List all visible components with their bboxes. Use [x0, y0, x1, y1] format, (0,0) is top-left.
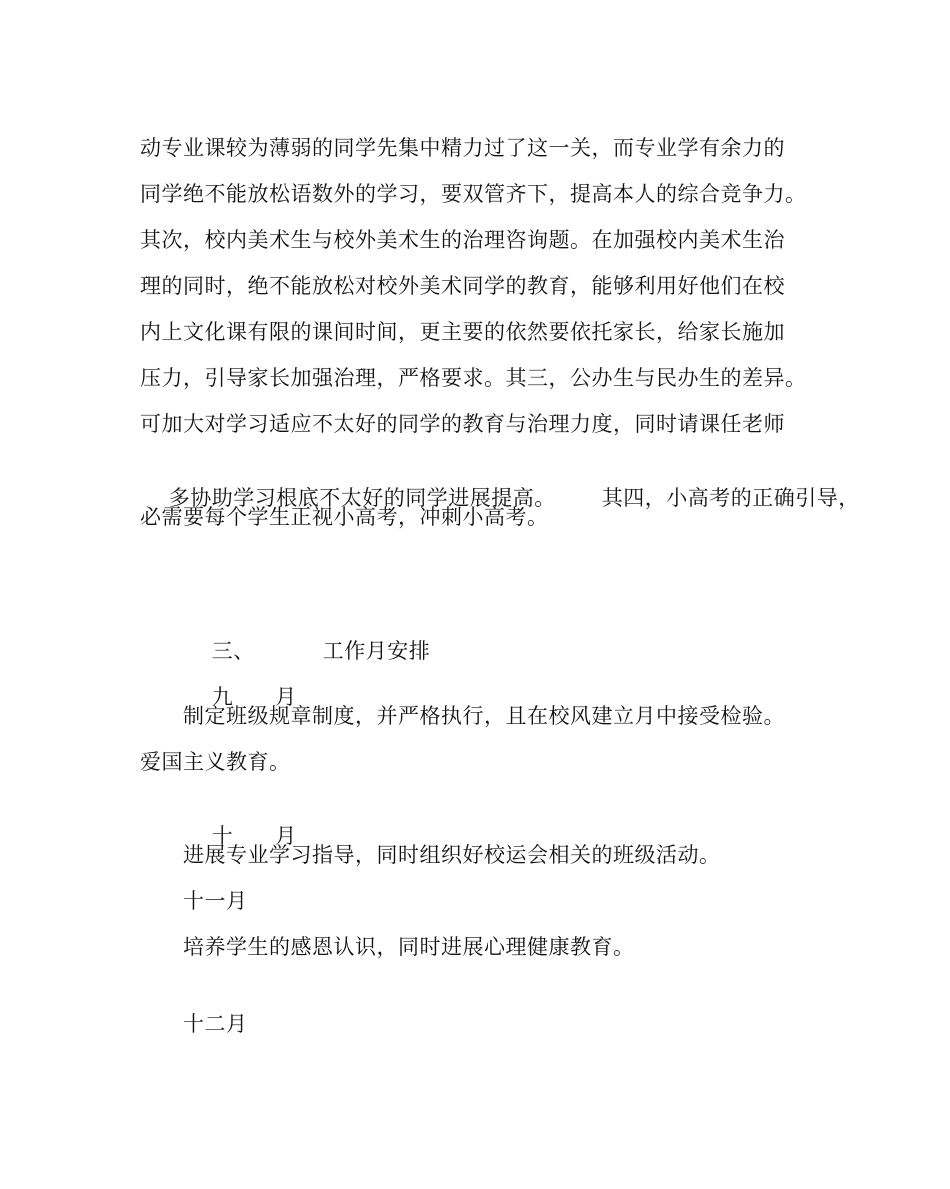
- month-november: 十一月: [183, 889, 248, 913]
- body-line-6: 压力，引导家长加强治理，严格要求。其三，公办生与民办生的差异。: [140, 366, 807, 390]
- september-line-2: 爱国主义教育。: [140, 750, 291, 774]
- body-line-5: 内上文化课有限的课间时间，更主要的依然要依托家长，给家长施加: [140, 320, 785, 344]
- body-line-1: 动专业课较为薄弱的同学先集中精力过了这一关，而专业学有余力的: [140, 136, 785, 160]
- month-char: 月: [275, 824, 297, 848]
- body-line-3: 其次，校内美术生与校外美术生的治理咨询题。在加强校内美术生治: [140, 228, 785, 252]
- body-line-9: 必需要每个学生正视小高考，冲刺小高考。: [140, 505, 549, 529]
- section-number: 三、: [211, 639, 255, 663]
- body-line-7: 可加大对学习适应不太好的同学的教育与治理力度，同时请课任老师: [140, 412, 785, 436]
- month-char: 十: [211, 824, 234, 848]
- section-title: 工作月安排: [322, 639, 431, 663]
- body-line-2: 同学绝不能放松语数外的学习，要双管齐下，提高本人的综合竞争力。: [140, 182, 807, 206]
- october-line-1: 进展专业学习指导，同时组织好校运会相关的班级活动。: [183, 843, 721, 867]
- body-line-4: 理的同时，绝不能放松对校外美术同学的教育，能够利用好他们在校: [140, 274, 785, 298]
- body-line-8-part-1: 多协助学习根底不太好的同学进展提高。: [168, 486, 556, 510]
- month-char: 九: [211, 685, 234, 709]
- month-december: 十二月: [183, 1012, 248, 1036]
- body-line-8-part-2: 其四，小高考的正确引导，: [601, 486, 860, 510]
- november-line-1: 培养学生的感恩认识，同时进展心理健康教育。: [183, 935, 635, 959]
- month-char: 月: [275, 685, 297, 709]
- september-line-1: 制定班级规章制度，并严格执行，且在校风建立月中接受检验。: [183, 704, 785, 728]
